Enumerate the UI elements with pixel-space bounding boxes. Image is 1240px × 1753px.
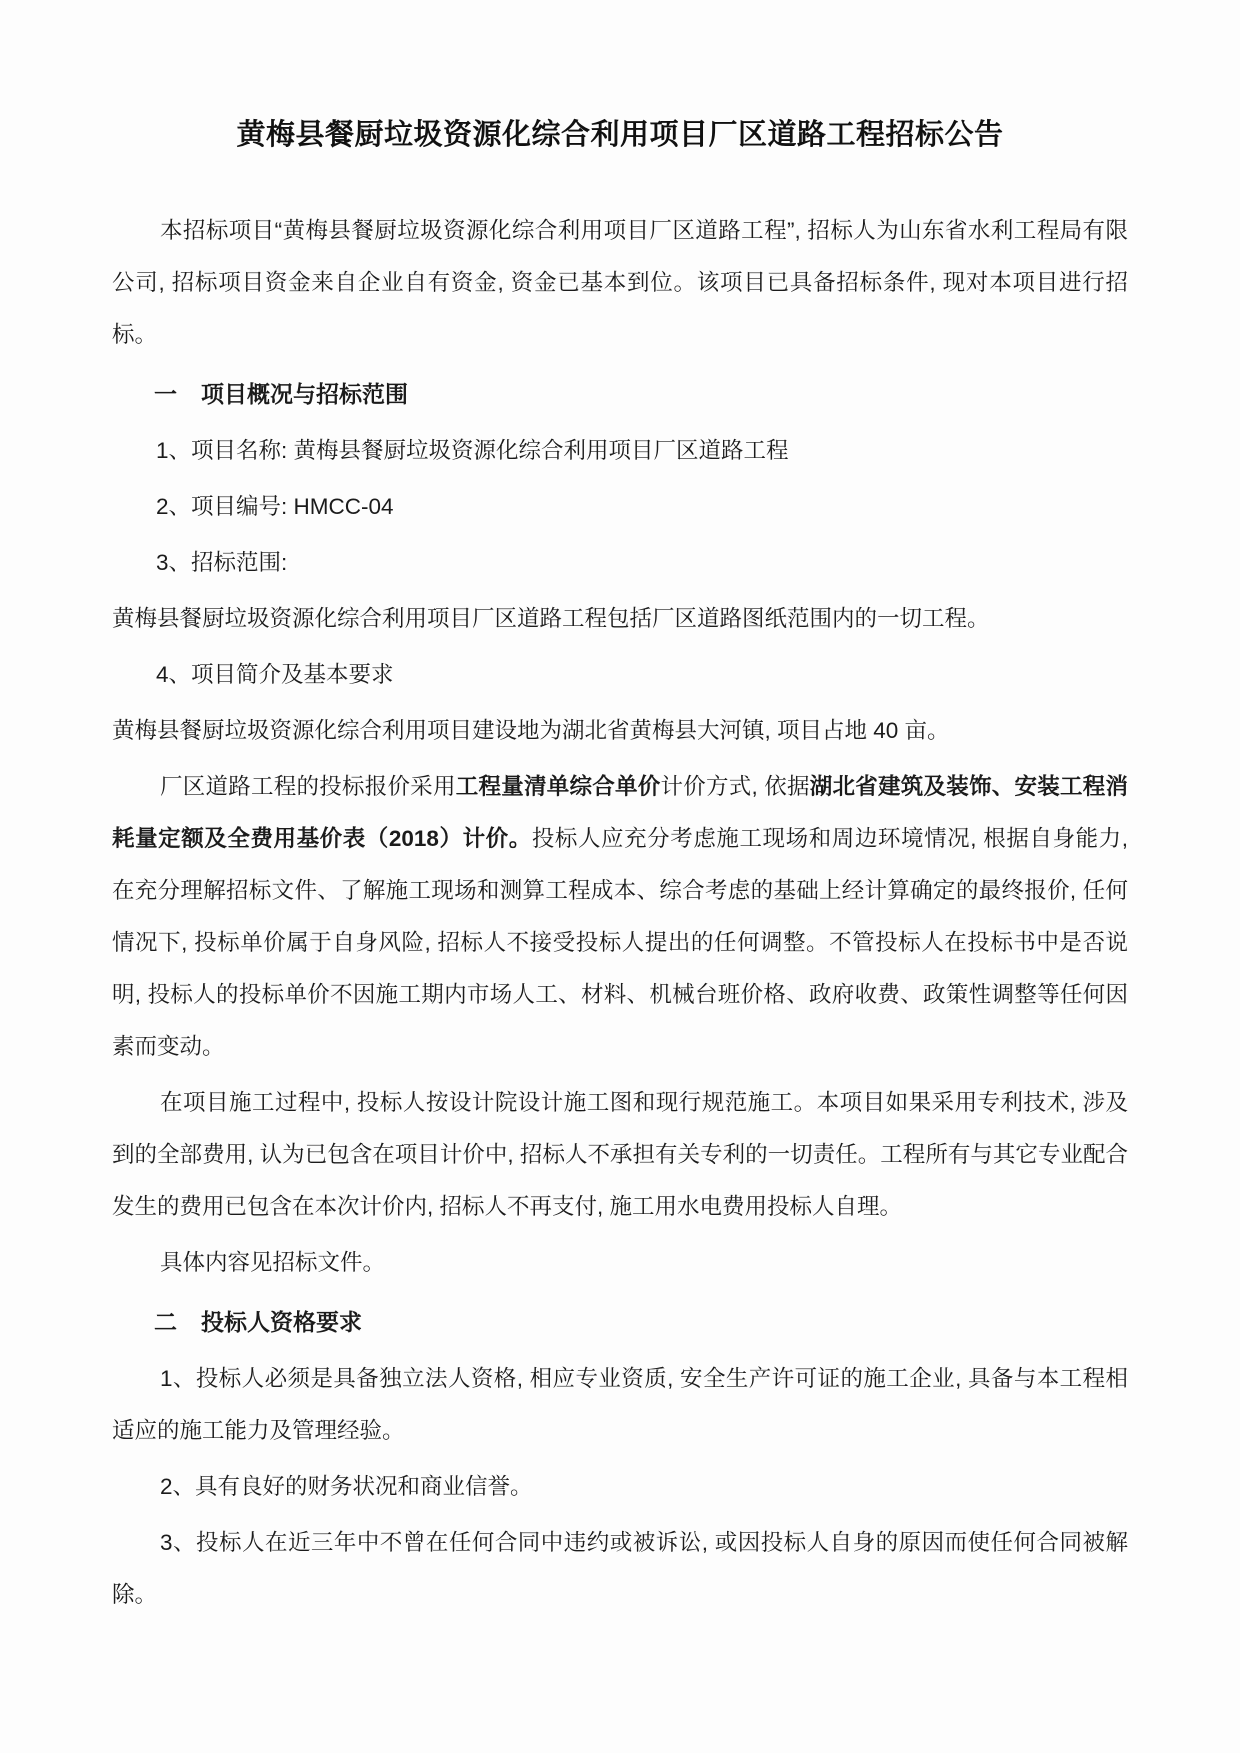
detail-paragraph: 具体内容见招标文件。 [160, 1250, 386, 1275]
project-number-value: HMCC-04 [293, 494, 394, 519]
project-name-value: 黄梅县餐厨垃圾资源化综合利用项目厂区道路工程 [293, 438, 789, 463]
project-brief-text: 黄梅县餐厨垃圾资源化综合利用项目建设地为湖北省黄梅县大河镇, 项目占地 40 亩。 [112, 718, 950, 743]
construction-paragraph: 在项目施工过程中, 投标人按设计院设计施工图和现行规范施工。本项目如果采用专利技术, 涉及到的全部费用, 认为已包含在项目计价中, 招标人不承担有关专利的一切责任。工程所有与其它专业配合发生的费用已包含在本次计价内, 招标人不再支付, 施工用水电费用投标人自理。 [112, 1090, 1128, 1219]
intro-paragraph: 本招标项目“黄梅县餐厨垃圾资源化综合利用项目厂区道路工程”, 招标人为山东省水利工程局有限公司, 招标项目资金来自企业自有资金, 资金已基本到位。该项目已具备招标条件, 现对本项目进行招标。 [112, 218, 1128, 347]
scope-text: 黄梅县餐厨垃圾资源化综合利用项目厂区道路工程包括厂区道路图纸范围内的一切工程。 [112, 606, 990, 631]
section-number-2: 二 [154, 1309, 177, 1335]
section-heading-2 [112, 1295, 1128, 1349]
section-title-1: 项目概况与招标范围 [201, 381, 408, 407]
project-brief-label: 4、项目简介及基本要求 [156, 662, 394, 687]
pricing-text-1: 厂区道路工程的投标报价采用 [160, 774, 456, 799]
pricing-paragraph [112, 761, 1128, 1073]
project-name-item [112, 425, 1128, 477]
qualification-item-2: 2、具有良好的财务状况和商业信誉。 [160, 1474, 533, 1499]
project-number-label: 2、项目编号: [156, 494, 288, 519]
pricing-text-2: 计价方式, 依据 [660, 774, 810, 799]
section-title-2: 投标人资格要求 [201, 1309, 362, 1335]
qualification-item-3: 3、投标人在近三年中不曾在任何合同中违约或被诉讼, 或因投标人自身的原因而使任何合同被解除。 [112, 1530, 1128, 1607]
pricing-bold-1: 工程量清单综合单价 [455, 774, 661, 799]
section-heading-1 [112, 367, 1128, 421]
project-name-label: 1、项目名称: [156, 438, 288, 463]
project-number-item [112, 481, 1128, 533]
section-number-1: 一 [154, 381, 177, 407]
qualification-item-1: 1、投标人必须是具备独立法人资格, 相应专业资质, 安全生产许可证的施工企业, 具备与本工程相适应的施工能力及管理经验。 [112, 1366, 1128, 1443]
pricing-text-3: 投标人应充分考虑施工现场和周边环境情况, 根据自身能力, 在充分理解招标文件、了解施工现场和测算工程成本、综合考虑的基础上经计算确定的最终报价, 任何情况下, 投标单价属于自身风险, 招标人不接受投标人提出的任何调整。不管投标人在投标书中是否说明, 投标人的投标单价不因施工期内市场人工、材料、机械台班价格、政府收费、政策性调整等任何因素而变动。 [112, 826, 1128, 1059]
page-title: 黄梅县餐厨垃圾资源化综合利用项目厂区道路工程招标公告 [236, 119, 1004, 151]
scope-item-label: 3、招标范围: [156, 550, 288, 575]
pricing-bold-2: 湖北省建筑及装饰、安装工程消耗量定额及全费用基价表（2018）计价。 [112, 774, 1128, 851]
